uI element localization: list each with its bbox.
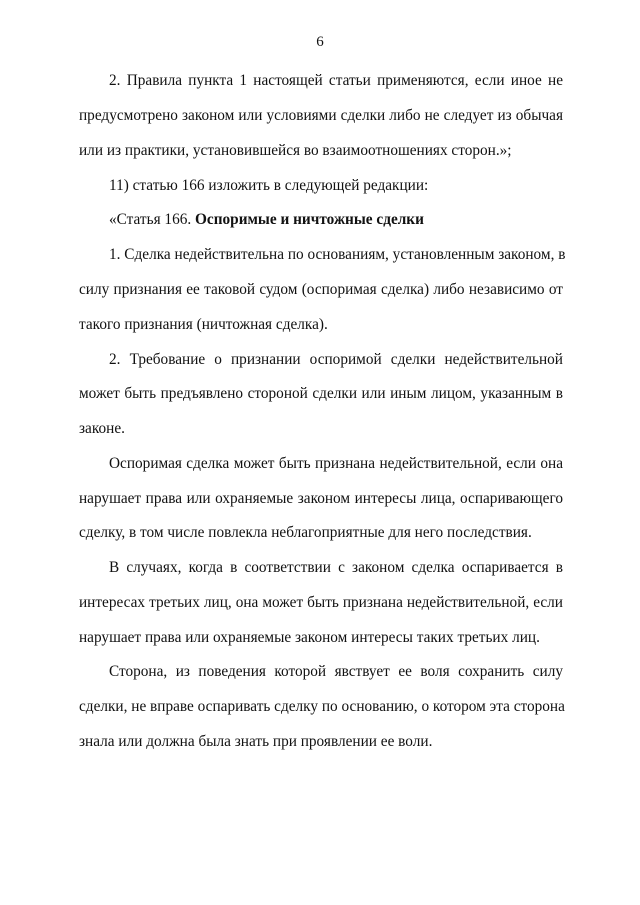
paragraph-line: Сторона, из поведения которой явствует ее воля сохранить силу <box>109 663 563 680</box>
paragraph-line: законе. <box>79 420 125 437</box>
paragraph-line: предусмотрено законом или условиями сделки либо не следует из обычая <box>79 107 563 124</box>
paragraph-line: Оспоримая сделка может быть признана недействительной, если она <box>109 455 563 472</box>
paragraph-line: интересах третьих лиц, она может быть признана недействительной, если <box>79 594 563 611</box>
paragraph-line: сделку, в том числе повлекла неблагоприятные для него последствия. <box>79 524 532 541</box>
paragraph-line: 11) статью 166 изложить в следующей редакции: <box>109 177 429 194</box>
article-heading <box>109 211 563 229</box>
paragraph-line: нарушает права или охраняемые законом интересы таких третьих лиц. <box>79 629 540 646</box>
paragraph-line: силу признания ее таковой судом (оспоримая сделка) либо независимо от <box>79 281 563 298</box>
paragraph-line: знала или должна была знать при проявлении ее воли. <box>79 733 433 750</box>
paragraph-line: такого признания (ничтожная сделка). <box>79 316 328 333</box>
page-number: 6 <box>316 34 324 50</box>
paragraph-line: или из практики, установившейся во взаимоотношениях сторон.»; <box>79 142 512 159</box>
article-heading-prefix: «Статья 166. <box>109 211 196 228</box>
paragraph-line: В случаях, когда в соответствии с законом сделка оспаривается в <box>109 559 563 576</box>
paragraph-line: 2. Правила пункта 1 настоящей статьи применяются, если иное не <box>109 72 563 89</box>
paragraph-line: может быть предъявлено стороной сделки или иным лицом, указанным в <box>79 385 563 402</box>
paragraph-line: нарушает права или охраняемые законом интересы лица, оспаривающего <box>79 490 563 507</box>
paragraph-line: сделки, не вправе оспаривать сделку по основанию, о котором эта сторона <box>79 698 565 715</box>
paragraph-line: 1. Сделка недействительна по основаниям, установленным законом, в <box>109 246 566 263</box>
paragraph-line: 2. Требование о признании оспоримой сделки недействительной <box>109 351 563 368</box>
article-heading-title: Оспоримые и ничтожные сделки <box>195 211 424 228</box>
